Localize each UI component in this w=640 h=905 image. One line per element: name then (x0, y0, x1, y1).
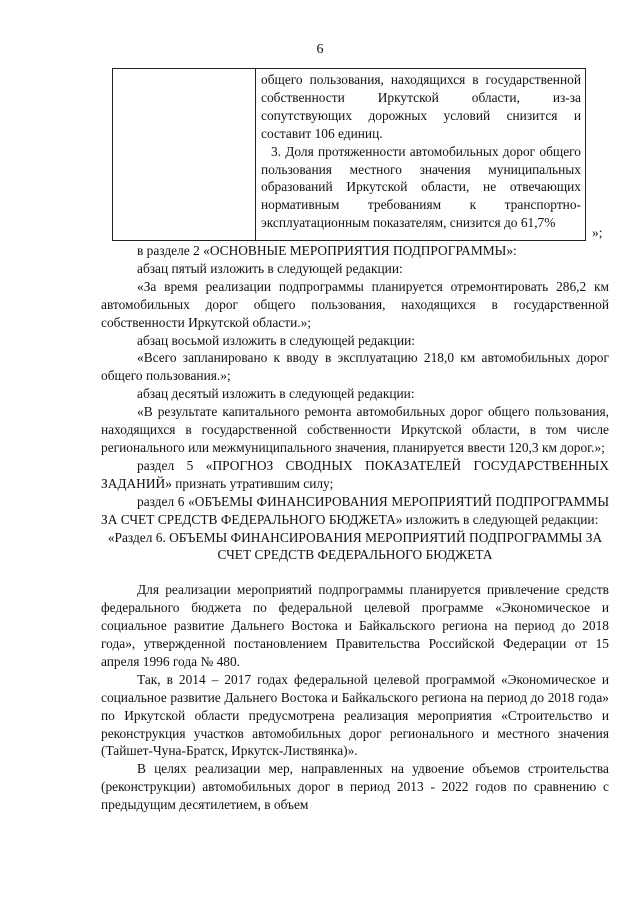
continuation-table (112, 68, 586, 241)
paragraph: абзац десятый изложить в следующей редакции: (137, 386, 415, 402)
paragraph: Так, в 2014 – 2017 годах федеральной целевой программой «Экономическое и социальное развитие Дальнего Востока и Байкальского региона на период до 2018 года» по Иркутской области предусмотрена реализация мероприятия «Строительство и реконструкция участков автомобильных дорог регионального и местного значения (Тайшет-Чуна-Братск, Иркутск-Листвянка)». (101, 671, 609, 759)
table-close-quote: »; (592, 225, 603, 240)
section-heading: «Раздел 6. ОБЪЕМЫ ФИНАНСИРОВАНИЯ МЕРОПРИЯТИЙ ПОДПРОГРАММЫ ЗА СЧЕТ СРЕДСТВ ФЕДЕРАЛЬНОГО БЮДЖЕТА (107, 529, 603, 563)
paragraph: «В результате капитального ремонта автомобильных дорог общего пользования, находящихся в государственной собственности Иркутской области, в том числе регионального или межмуниципального значения, планируется ввести 120,3 км дорог.»; (101, 404, 609, 455)
table-cell-right (261, 71, 581, 232)
paragraph: «За время реализации подпрограммы планируется отремонтировать 286,2 км автомобильных дорог общего пользования, находящихся в государственной собственности Иркутской области.»; (101, 278, 609, 330)
table-cell-text-1: общего пользования, находящихся в государственной собственности Иркутской области, из-за сопутствующих дорожных условий снизится и составит 106 единиц. (261, 72, 581, 141)
paragraph: Для реализации мероприятий подпрограммы планируется привлечение средств федерального бюджета по федеральной целевой программе «Экономическое и социальное развитие Дальнего Востока и Байкальского региона на период до 2018 года», утвержденной постановлением Правительства Российской Федерации от 15 апреля 1996 года № 480. (101, 582, 609, 669)
paragraph: абзац пятый изложить в следующей редакции: (137, 260, 403, 276)
paragraph: раздел 6 «ОБЪЕМЫ ФИНАНСИРОВАНИЯ МЕРОПРИЯТИЙ ПОДПРОГРАММЫ ЗА СЧЕТ СРЕДСТВ ФЕДЕРАЛЬНОГО БЮДЖЕТА» изложить в следующей редакции: (101, 493, 609, 527)
document-body (101, 242, 609, 814)
page-number: 6 (316, 42, 324, 57)
paragraph: «Всего запланировано к вводу в эксплуатацию 218,0 км автомобильных дорог общего пользования.»; (101, 350, 609, 384)
table-cell-text-2: 3. Доля протяженности автомобильных дорог общего пользования местного значения муниципальных образований Иркутской области, не отвечающих нормативным требованиям к транспортно-эксплуатационным показателям, снизится до 61,7% (261, 143, 581, 231)
spacer (101, 564, 609, 581)
paragraph: абзац восьмой изложить в следующей редакции: (137, 332, 416, 348)
paragraph: раздел 5 «ПРОГНОЗ СВОДНЫХ ПОКАЗАТЕЛЕЙ ГОСУДАРСТВЕННЫХ ЗАДАНИЙ» признать утратившим силу; (101, 457, 609, 491)
paragraph: В целях реализации мер, направленных на удвоение объемов строительства (реконструкции) автомобильных дорог в период 2013 - 2022 годов по сравнению с предыдущим десятилетием, в объем (101, 761, 609, 813)
table-column-divider (255, 69, 256, 240)
paragraph: в разделе 2 «ОСНОВНЫЕ МЕРОПРИЯТИЯ ПОДПРОГРАММЫ»: (137, 243, 517, 258)
